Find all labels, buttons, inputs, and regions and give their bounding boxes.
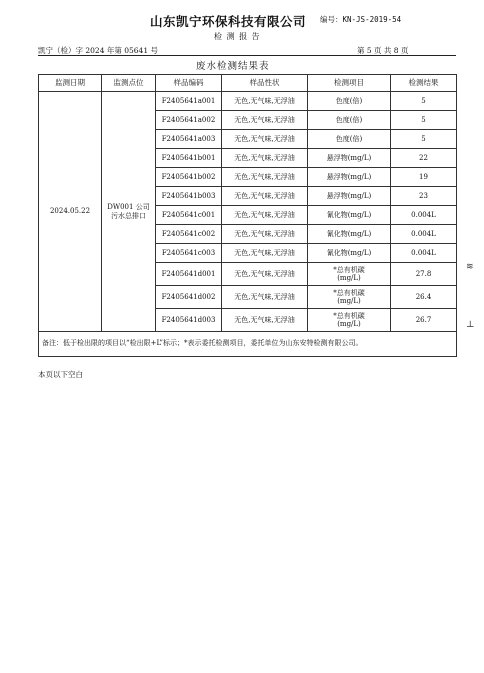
sample-code: F2405641d002 bbox=[156, 286, 222, 309]
page-number: 第 5 页 共 8 页 bbox=[357, 46, 409, 55]
sample-property: 无色,无气味,无浮油 bbox=[222, 187, 308, 206]
results-table bbox=[38, 74, 457, 357]
test-result: 0.004L bbox=[391, 206, 457, 225]
test-result: 19 bbox=[391, 168, 457, 187]
test-item: 色度(倍) bbox=[308, 92, 391, 111]
sampling-date: 2024.05.22 bbox=[39, 92, 102, 332]
sample-code: F2405641a002 bbox=[156, 111, 222, 130]
note-row bbox=[39, 332, 457, 357]
sample-property: 无色,无气味,无浮油 bbox=[222, 111, 308, 130]
header-cell: 监测日期 bbox=[39, 75, 102, 92]
sample-code: F2405641c001 bbox=[156, 206, 222, 225]
sample-code: F2405641d001 bbox=[156, 263, 222, 286]
test-item-name: *总有机碳 bbox=[333, 288, 365, 297]
test-result: 26.7 bbox=[391, 309, 457, 332]
test-item: 悬浮物(mg/L) bbox=[308, 149, 391, 168]
sample-code: F2405641d003 bbox=[156, 309, 222, 332]
sample-property: 无色,无气味,无浮油 bbox=[222, 206, 308, 225]
test-item: 氰化物(mg/L) bbox=[308, 244, 391, 263]
test-item bbox=[308, 263, 391, 286]
table-row bbox=[39, 92, 457, 111]
sample-property: 无色,无气味,无浮油 bbox=[222, 309, 308, 332]
sample-property: 无色,无气味,无浮油 bbox=[222, 286, 308, 309]
test-result: 5 bbox=[391, 130, 457, 149]
company-name: 山东凯宁环保科技有限公司 bbox=[150, 14, 307, 29]
test-result: 27.8 bbox=[391, 263, 457, 286]
test-result: 0.004L bbox=[391, 244, 457, 263]
header-rule bbox=[38, 55, 456, 56]
header-cell: 检测结果 bbox=[391, 75, 457, 92]
test-item-unit: (mg/L) bbox=[337, 297, 361, 305]
sample-property: 无色,无气味,无浮油 bbox=[222, 168, 308, 187]
sample-code: F2405641a003 bbox=[156, 130, 222, 149]
test-item-name: *总有机碳 bbox=[333, 311, 365, 320]
table-title: 废水检测结果表 bbox=[196, 61, 270, 72]
table-header-row bbox=[39, 75, 457, 92]
report-subtitle: 检 测 报 告 bbox=[214, 32, 261, 41]
test-result: 22 bbox=[391, 149, 457, 168]
test-item: 悬浮物(mg/L) bbox=[308, 187, 391, 206]
monitoring-point: DW001 公司污水总排口 bbox=[102, 92, 156, 332]
edge-mark: ≋ bbox=[466, 262, 474, 272]
test-item bbox=[308, 309, 391, 332]
sample-code: F2405641c003 bbox=[156, 244, 222, 263]
test-item-unit: (mg/L) bbox=[337, 274, 361, 282]
table-note: 备注：低于检出限的项目以“检出限+L”标示；*表示委托检测项目，委托单位为山东安特检测有限公司。 bbox=[39, 332, 457, 357]
test-item-name: *总有机碳 bbox=[333, 265, 365, 274]
header-cell: 样品性状 bbox=[222, 75, 308, 92]
sample-code: F2405641c002 bbox=[156, 225, 222, 244]
sample-property: 无色,无气味,无浮油 bbox=[222, 130, 308, 149]
test-result: 5 bbox=[391, 92, 457, 111]
header-cell: 监测点位 bbox=[102, 75, 156, 92]
sample-property: 无色,无气味,无浮油 bbox=[222, 263, 308, 286]
test-result: 23 bbox=[391, 187, 457, 206]
test-item-unit: (mg/L) bbox=[337, 320, 361, 328]
test-result: 0.004L bbox=[391, 225, 457, 244]
sample-property: 无色,无气味,无浮油 bbox=[222, 225, 308, 244]
header-cell: 检测项目 bbox=[308, 75, 391, 92]
sample-code: F2405641b003 bbox=[156, 187, 222, 206]
report-number: 凯宁（检）字 2024 年第 05641 号 bbox=[38, 46, 158, 55]
test-result: 26.4 bbox=[391, 286, 457, 309]
blank-below-notice: 本页以下空白 bbox=[38, 370, 83, 379]
sample-code: F2405641a001 bbox=[156, 92, 222, 111]
sample-code: F2405641b002 bbox=[156, 168, 222, 187]
test-item bbox=[308, 286, 391, 309]
test-item: 悬浮物(mg/L) bbox=[308, 168, 391, 187]
header-cell: 样品编码 bbox=[156, 75, 222, 92]
sample-property: 无色,无气味,无浮油 bbox=[222, 244, 308, 263]
sample-property: 无色,无气味,无浮油 bbox=[222, 149, 308, 168]
test-item: 色度(倍) bbox=[308, 111, 391, 130]
test-result: 5 bbox=[391, 111, 457, 130]
sample-code: F2405641b001 bbox=[156, 149, 222, 168]
test-item: 色度(倍) bbox=[308, 130, 391, 149]
test-item: 氰化物(mg/L) bbox=[308, 225, 391, 244]
test-item: 氰化物(mg/L) bbox=[308, 206, 391, 225]
edge-mark: ⊥ bbox=[466, 320, 475, 330]
document-number: 编号：KN-JS-2019-54 bbox=[320, 15, 402, 24]
sample-property: 无色,无气味,无浮油 bbox=[222, 92, 308, 111]
